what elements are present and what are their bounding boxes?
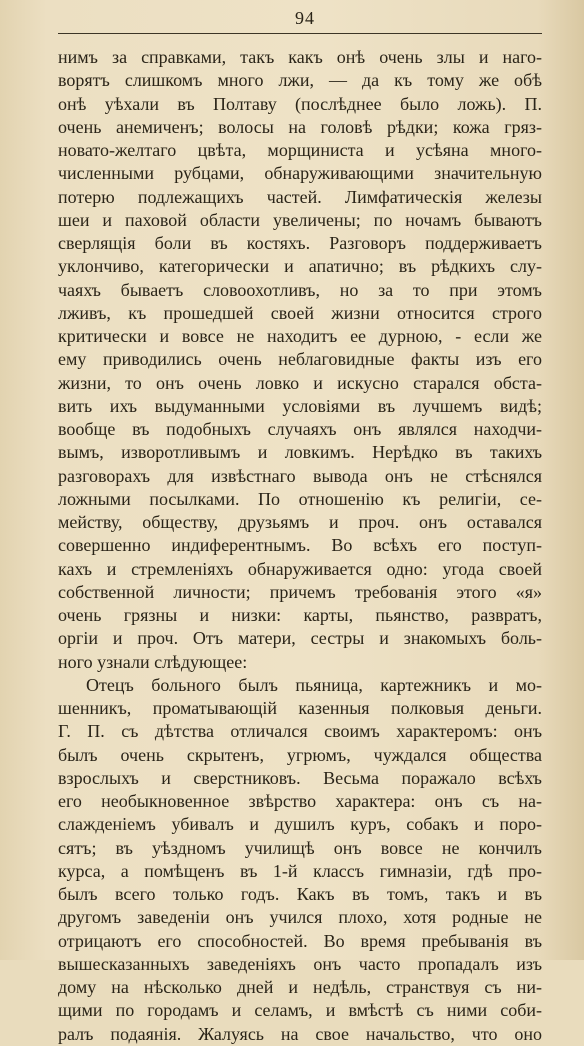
- text-line: дому на нѣсколько дней и недѣль, странствуя съ ни-: [58, 977, 542, 997]
- text-line: численными рубцами, обнаруживающими значительную: [58, 163, 542, 184]
- text-line: очень анемиченъ; волосы на головѣ рѣдки; кожа гряз-: [58, 116, 542, 137]
- text-line: жизни, то онъ очень ловко и искусно старался обста-: [58, 372, 542, 393]
- text-line: щими по городамъ и селамъ, и вмѣстѣ съ ними соби-: [58, 1000, 542, 1021]
- text-line: ворятъ слишкомъ много лжи, — да къ тому же обѣ: [58, 70, 542, 91]
- text-line: разговорахъ для извѣстнаго вывода онъ не стѣснялся: [58, 465, 542, 486]
- text-line: отрицаютъ его способностей. Во время пребыванія въ: [58, 930, 542, 951]
- text-line: чаяхъ бываетъ словоохотливъ, но за то при этомъ: [58, 279, 542, 300]
- header-rule: [58, 33, 542, 34]
- text-line: мейству, обществу, друзьямъ и проч. онъ оставался: [58, 512, 542, 532]
- text-line: новато-желтаго цвѣта, морщиниста и усѣяна много-: [58, 140, 542, 160]
- paragraph-first-line: Отецъ больного былъ пьяница, картежникъ и мо-: [86, 674, 542, 695]
- text-line: критически и вовсе не находитъ ее дурною, - если же: [58, 326, 542, 346]
- text-line: уклончиво, категорически и апатично; въ рѣдкихъ слу-: [58, 256, 542, 277]
- text-line: шенникъ, проматывающій казенныя полковыя деньги.: [58, 698, 542, 718]
- text-line: взрослыхъ и сверстниковъ. Весьма поражало всѣхъ: [58, 767, 542, 788]
- text-line: очень грязны и низки: карты, пьянство, развратъ,: [58, 605, 542, 625]
- text-line: сверлящія боли въ костяхъ. Разговоръ поддерживаетъ: [58, 233, 542, 253]
- text-line: Г. П. съ дѣтства отличался своимъ характеромъ: онъ: [58, 721, 542, 742]
- text-line: собственной личности; причемъ требованія этого «я»: [58, 581, 542, 602]
- text-line: совершенно индиферентнымъ. Во всѣхъ его поступ-: [58, 535, 542, 556]
- text-line: нимъ за справками, такъ какъ онѣ очень злы и наго-: [58, 47, 542, 67]
- text-line: ложными посылками. По отношенію къ религіи, се-: [58, 488, 542, 509]
- text-line: вымъ, изворотливымъ и ловкимъ. Нерѣдко въ такихъ: [58, 442, 542, 463]
- text-line: вообще въ подобныхъ случаяхъ онъ являлся находчи-: [58, 419, 542, 439]
- text-line: вышесказанныхъ заведеніяхъ онъ часто пропадалъ изъ: [58, 953, 542, 974]
- text-line: сятъ; въ уѣздномъ училищѣ онъ вовсе не кончилъ: [58, 837, 542, 858]
- page-number: 94: [295, 8, 315, 28]
- text-line: вить ихъ выдуманными условіями въ лучшемъ видѣ;: [58, 395, 542, 416]
- text-line: его необыкновенное звѣрство характера: онъ съ на-: [58, 791, 542, 811]
- text-line: онѣ уѣхали въ Полтаву (послѣднее было ложь). П.: [58, 93, 542, 114]
- text-line: оргіи и проч. Отъ матери, сестры и знакомыхъ боль-: [58, 628, 542, 649]
- text-line: другомъ заведеніи онъ учился плохо, хотя родные не: [58, 907, 542, 928]
- text-line: лживъ, къ прошедшей своей жизни относится строго: [58, 302, 542, 323]
- text-line: былъ всего только годъ. Какъ въ томъ, такъ и въ: [58, 884, 542, 904]
- text-line: курса, а помѣщенъ въ 1-й классъ гимназіи, гдѣ про-: [58, 860, 542, 881]
- text-line: потерю подлежащихъ частей. Лимфатическія железы: [58, 186, 542, 207]
- text-line: ралъ подаянія. Жалуясь на свое начальство, что оно: [58, 1023, 542, 1044]
- text-line: ного узнали слѣдующее:: [58, 651, 248, 672]
- text-line: шеи и паховой области увеличены; по ночамъ бываютъ: [58, 209, 542, 230]
- text-line: былъ очень скрытенъ, угрюмъ, чуждался общества: [58, 744, 542, 765]
- text-line: кахъ и стремленіяхъ обнаруживается одно: угода своей: [58, 558, 542, 579]
- text-line: слажденіемъ убивалъ и душилъ куръ, собакъ и поро-: [58, 814, 542, 835]
- body-text: [58, 46, 542, 1046]
- text-line: ему приводились очень неблаговидные факты изъ его: [58, 349, 542, 370]
